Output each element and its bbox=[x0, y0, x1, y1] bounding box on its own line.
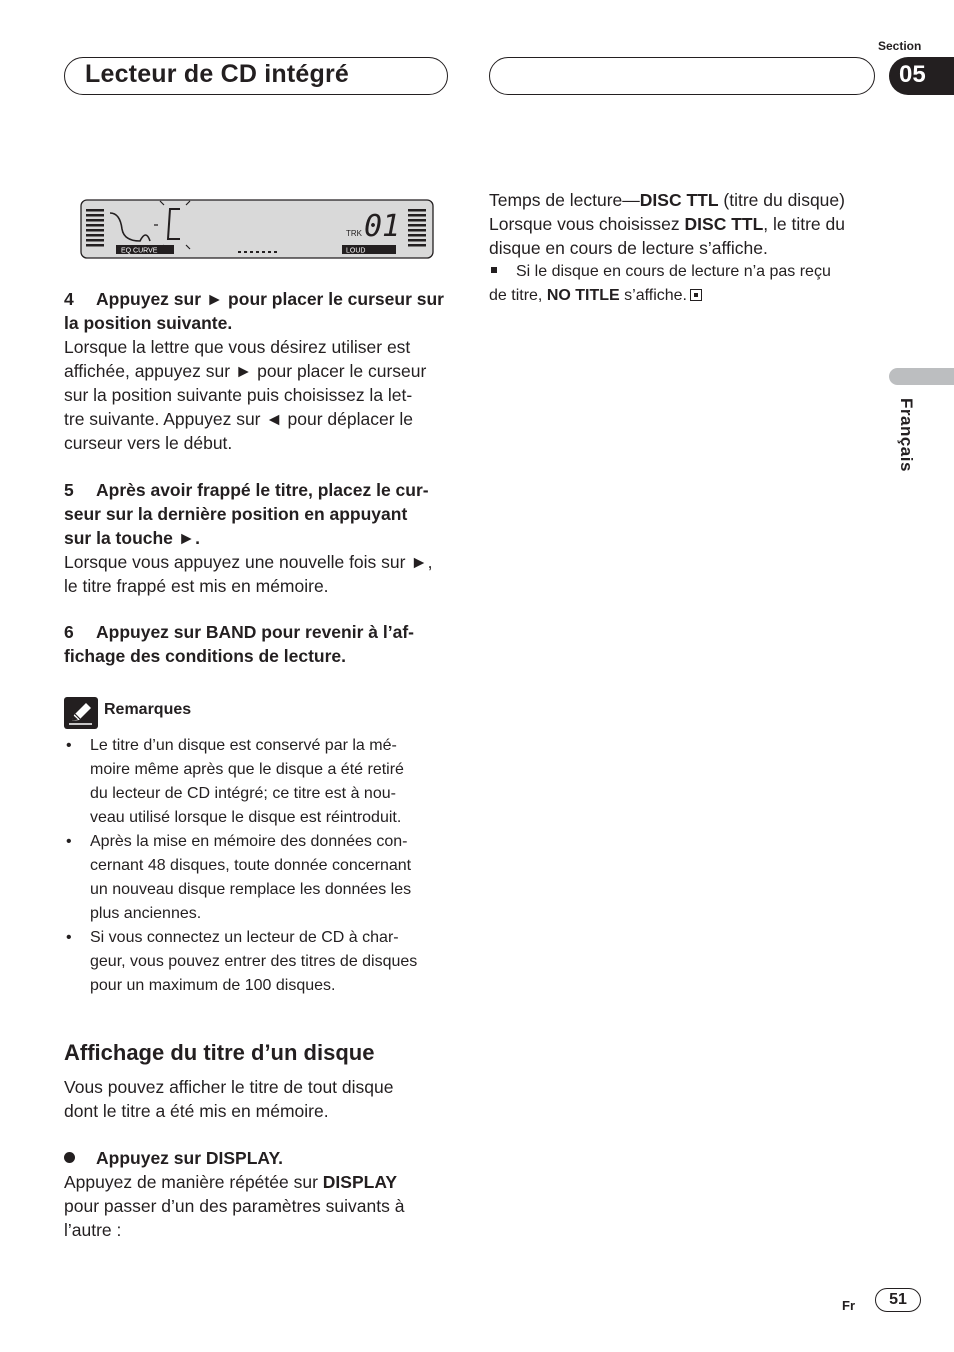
chapter-title: Lecteur de CD intégré bbox=[85, 60, 349, 88]
footer-language-code: Fr bbox=[842, 1298, 855, 1313]
language-tab-label: Français bbox=[897, 398, 916, 472]
notes-title: Remarques bbox=[104, 701, 192, 718]
end-of-section-icon bbox=[690, 289, 702, 301]
section-number: 05 bbox=[899, 61, 926, 88]
eq-curve-label: EQ CURVE bbox=[121, 247, 158, 255]
language-tab-bar bbox=[889, 368, 954, 385]
note-item: • Après la mise en mémoire des données con- cernant 48 disques, toute donnée concernant un nouveau disque remplace les données les plus anciennes. bbox=[64, 830, 456, 926]
pencil-notes-icon bbox=[64, 697, 98, 729]
lcd-display-illustration bbox=[80, 199, 434, 259]
round-bullet-icon bbox=[64, 1152, 75, 1163]
track-number: 01 bbox=[364, 209, 401, 244]
loud-label: LOUD bbox=[346, 247, 366, 255]
page-number: 51 bbox=[875, 1288, 921, 1312]
step-5-number: 5 bbox=[64, 480, 74, 500]
trk-label: TRK bbox=[346, 229, 362, 238]
step-6-number: 6 bbox=[64, 622, 74, 642]
square-bullet-icon bbox=[491, 267, 497, 273]
display-intro: Vous pouvez afficher le titre de tout disque dont le titre a été mis en mémoire. bbox=[64, 1077, 394, 1121]
display-action: Appuyez sur DISPLAY. Appuyez de manière répétée sur DISPLAY pour passer d’un des paramètres suivants à l’autre : bbox=[64, 1148, 405, 1240]
chapter-title-box bbox=[64, 57, 448, 95]
section-label: Section bbox=[878, 39, 922, 53]
note-item: • Si vous connectez un lecteur de CD à char- geur, vous pouvez entrer des titres de disques pour un maximum de 100 disques. bbox=[64, 926, 456, 998]
step-4-body: Lorsque la lettre que vous désirez utiliser est affichée, appuyez sur ► pour placer le curseur sur la position suivante puis choisissez la let- tre suivante. Appuyez sur ◄ pour déplacer le curseur vers le début. bbox=[64, 337, 427, 453]
step-4 bbox=[64, 287, 456, 455]
notes-list bbox=[64, 734, 456, 998]
section-number-tab bbox=[889, 57, 954, 95]
step-5 bbox=[64, 478, 456, 598]
header-blank-box bbox=[489, 57, 875, 95]
step-4-heading: 4 Appuyez sur ► pour placer le curseur sur la position suivante. bbox=[64, 289, 444, 333]
step-6: 6 Appuyez sur BAND pour revenir à l’af- fichage des conditions de lecture. bbox=[64, 622, 414, 666]
note-item: • Le titre d’un disque est conservé par la mé- moire même après que le disque a été retiré du lecteur de CD intégré; ce titre est à nou- veau utilisé lorsque le disque est réintroduit. bbox=[64, 734, 456, 830]
step-4-number: 4 bbox=[64, 289, 74, 309]
step-5-body: Lorsque vous appuyez une nouvelle fois sur ►, le titre frappé est mis en mémoire. bbox=[64, 552, 433, 596]
step-5-heading: 5 Après avoir frappé le titre, placez le cur- seur sur la dernière position en appuyant sur la touche ►. bbox=[64, 480, 429, 548]
no-title-note: Si le disque en cours de lecture n’a pas reçu de titre, NO TITLE s’affiche. bbox=[489, 263, 831, 304]
disc-title-description: Temps de lecture—DISC TTL (titre du disque) Lorsque vous choisissez DISC TTL, le titre du disque en cours de lecture s’affiche. bbox=[489, 190, 845, 258]
section-heading: Affichage du titre d’un disque bbox=[64, 1040, 375, 1065]
